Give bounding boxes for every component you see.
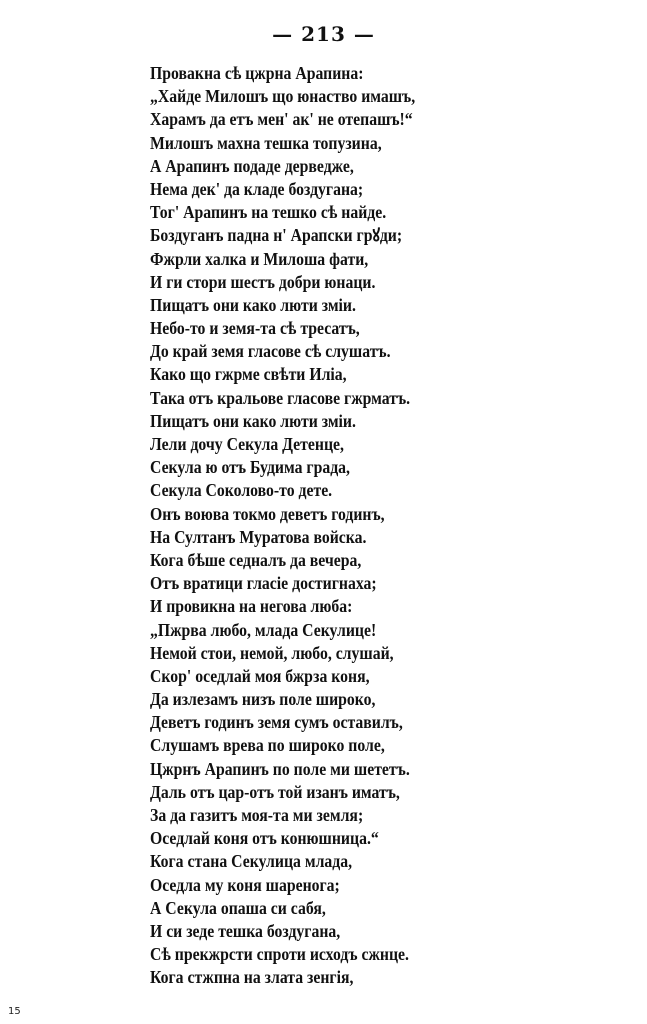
verse-line: И провикна на негова люба: — [150, 596, 353, 617]
verse-line: Да излезамъ низъ поле широко, — [150, 689, 376, 710]
verse-line: И ги стори шестъ добри юнаци. — [150, 271, 376, 292]
verse-line: Боздуганъ падна н' Арапски грꙋди; — [150, 225, 403, 246]
verse-line: Кога стана Секулица млада, — [150, 851, 353, 872]
verse-line: Даль отъ цар-отъ той изанъ иматъ, — [150, 781, 400, 802]
verse-line: Секула ю отъ Будима града, — [150, 457, 350, 478]
verse-line: Милошъ махна тешка топузина, — [150, 132, 382, 153]
verse-line: „Хайде Милошъ що юнаство имашъ, — [150, 86, 416, 107]
verse-line: Кога бѣше седналъ да вечера, — [150, 549, 362, 570]
verse-line: А Секула опаша си сабя, — [150, 897, 326, 918]
verse-line: Отъ вратици гласiе достигнаха; — [150, 573, 377, 594]
verse-line: Провакна сѣ цжрна Арапина: — [150, 63, 364, 83]
verse-line: Харамъ да етъ мен' ак' не отепашъ!“ — [150, 109, 413, 130]
page-number: — 213 — — [272, 22, 375, 46]
verse-line: Тог' Арапинъ на тешко сѣ найде. — [150, 202, 387, 223]
verse-line: Нема дек' да кладе боздугана; — [150, 178, 364, 199]
verse-line: Кога стжпна на злата зенгiя, — [150, 967, 354, 988]
verse-line: А Арапинъ подаде дерведже, — [150, 155, 354, 176]
verse-line: Пищатъ они како люти змiи. — [150, 410, 356, 431]
signature-mark: 15 — [8, 1006, 21, 1017]
verse-line: Деветъ годинъ земя сумъ оставилъ, — [150, 712, 403, 733]
verse-block — [150, 62, 445, 990]
verse-line: Оседла му коня шаренога; — [150, 874, 340, 895]
verse-line: Оседлай коня отъ конюшница.“ — [150, 828, 379, 849]
verse-line: Пищатъ они како люти змiи. — [150, 294, 356, 315]
verse-line: Небо-то и земя-та сѣ тресатъ, — [150, 318, 360, 339]
verse-line: И си зеде тешка боздугана, — [150, 920, 341, 941]
verse-line: До край земя гласове сѣ слушатъ. — [150, 341, 391, 362]
verse-line: Немой стои, немой, любо, слушай, — [150, 642, 394, 663]
verse-line: Фжрли халка и Милоша фати, — [150, 248, 369, 269]
verse-line: „Пжрва любо, млада Секулице! — [150, 619, 377, 640]
verse-line: Секула Соколово-то дете. — [150, 480, 333, 501]
verse-line: Така отъ кральове гласове гжрматъ. — [150, 387, 411, 408]
verse-line: Лели дочу Секула Детенце, — [150, 434, 344, 454]
verse-line: Скор' оседлай моя бжрза коня, — [150, 665, 370, 686]
verse-line: Онъ воюва токмо деветъ годинъ, — [150, 503, 385, 524]
verse-line: За да газитъ моя-та ми земля; — [150, 805, 364, 825]
verse-line: На Султанъ Муратова войска. — [150, 526, 367, 547]
verse-line: Цжрнъ Арапинъ по поле ми шететъ. — [150, 758, 410, 779]
verse-line: Сѣ прекжрсти спроти исходъ сжнце. — [150, 944, 409, 965]
verse-line: Како що гжрме свѣти Илiа, — [150, 364, 347, 385]
verse-line: Слушамъ врева по широко поле, — [150, 735, 385, 756]
